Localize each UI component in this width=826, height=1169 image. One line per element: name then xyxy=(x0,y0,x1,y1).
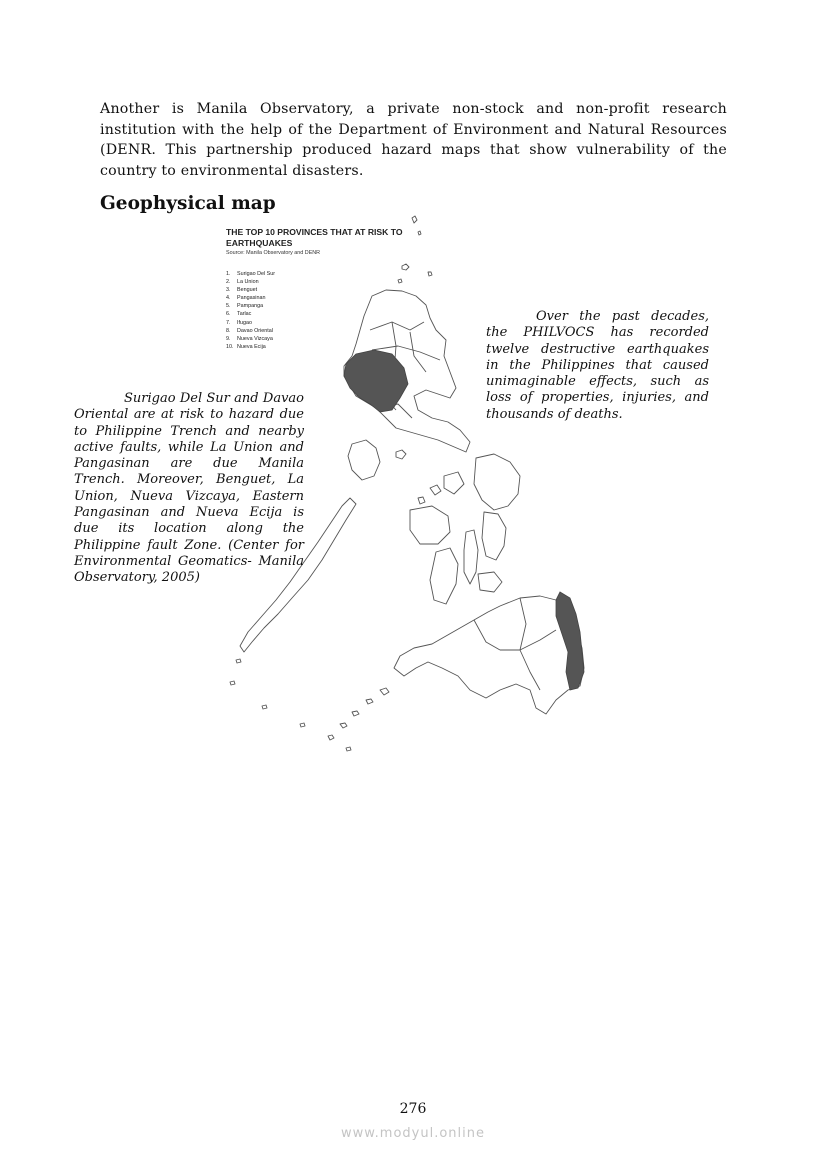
list-item xyxy=(226,335,275,343)
map-islet xyxy=(412,216,417,223)
map-islet xyxy=(418,497,425,504)
section-heading: Geophysical map xyxy=(100,193,276,214)
map-highlight-north-luzon xyxy=(344,350,408,412)
list-item-label: Nueva Vizcaya xyxy=(237,335,273,342)
list-item xyxy=(226,343,275,351)
map-mindoro xyxy=(348,440,380,480)
list-item-label: Ifugao xyxy=(237,319,252,326)
map-source: Source: Manila Observatory and DENR xyxy=(226,250,321,256)
list-item-number: 4. xyxy=(226,295,231,302)
map-islet xyxy=(418,231,421,235)
map-islet xyxy=(380,688,389,695)
list-item-label: Nueva Ecija xyxy=(237,343,266,350)
list-item-number: 5. xyxy=(226,303,231,310)
map-panay xyxy=(410,506,450,544)
list-item xyxy=(226,270,275,278)
map-islet xyxy=(428,272,432,276)
list-item xyxy=(226,327,275,335)
list-item-label: Pampanga xyxy=(237,303,264,310)
list-item-number: 9. xyxy=(226,335,231,342)
province-list xyxy=(226,270,275,351)
list-item xyxy=(226,286,275,294)
list-item xyxy=(226,302,275,310)
map-islet xyxy=(262,705,267,709)
list-item-label: Pangasinan xyxy=(237,295,266,302)
list-item-label: Davao Oriental xyxy=(237,327,273,334)
map-mindanao xyxy=(394,596,584,714)
note-left: Surigao Del Sur and Davao Oriental are at risk to hazard due to Philippine Trench and nearby active faults, while La Union and Pangasinan are due Manila Trench. Moreover, Benguet, La Union, Nueva Vizcaya, Eastern Pangasinan and Nueva Ecija is due its location along the Philippine fault Zone. (Center for Environmental Geomatics- Manila Observatory, 2005) xyxy=(74,391,304,586)
list-item-number: 2. xyxy=(226,279,231,286)
list-item-label: Tarlac xyxy=(237,311,252,318)
list-item-number: 8. xyxy=(226,327,231,334)
map-islet xyxy=(300,723,305,727)
map-province-line xyxy=(410,332,426,372)
map-province-line xyxy=(520,650,540,690)
map-islet xyxy=(366,699,373,704)
map-province-line xyxy=(370,322,424,330)
map-islet xyxy=(352,711,359,716)
map-samar xyxy=(474,454,520,510)
map-negros xyxy=(430,548,458,604)
list-item-number: 3. xyxy=(226,287,231,294)
map-title: THE TOP 10 PROVINCES THAT AT RISK TO EARTHQUAKES xyxy=(226,227,403,248)
list-item-label: Benguet xyxy=(237,287,258,294)
map-islet xyxy=(398,279,402,283)
list-item-number: 10. xyxy=(226,343,234,350)
watermark: www.modyul.online xyxy=(340,1126,486,1141)
map-cebu xyxy=(464,530,478,584)
map-islet xyxy=(328,735,334,740)
note-right: Over the past decades, the PHILVOCS has recorded twelve destructive earthquakes in the Philippines that caused unimaginable effects, such as loss of properties, injuries, and thousands of deaths. xyxy=(486,309,709,422)
map-islet xyxy=(340,723,347,728)
list-item-label: Surigao Del Sur xyxy=(237,271,276,277)
list-item-number: 7. xyxy=(226,319,231,326)
map-islet xyxy=(402,264,409,270)
map-province-line xyxy=(500,630,556,650)
map-province-line xyxy=(520,598,526,650)
map-province-line xyxy=(474,620,500,650)
list-item xyxy=(226,294,275,302)
map-islet xyxy=(236,659,241,663)
map-islet xyxy=(430,485,441,495)
list-item xyxy=(226,319,275,327)
map-highlight-east-mindanao xyxy=(556,592,584,690)
list-item-number: 6. xyxy=(226,311,231,318)
list-item-label: La Union xyxy=(237,279,259,286)
map-islet xyxy=(396,450,406,459)
map-islet xyxy=(346,747,351,751)
page-number: 276 xyxy=(399,1101,427,1117)
intro-paragraph: Another is Manila Observatory, a private non-stock and non-profit research institution with the help of the Department of Environment and Natural Resources (DENR. This partnership produced hazard maps that show vulnerability of the country to environmental disasters. xyxy=(100,101,727,179)
list-item-number: 1. xyxy=(226,271,231,277)
map-leyte xyxy=(482,512,506,560)
map-islet xyxy=(230,681,235,685)
map-masbate xyxy=(444,472,464,494)
map-bohol xyxy=(478,572,502,592)
list-item xyxy=(226,278,275,286)
list-item xyxy=(226,310,275,318)
